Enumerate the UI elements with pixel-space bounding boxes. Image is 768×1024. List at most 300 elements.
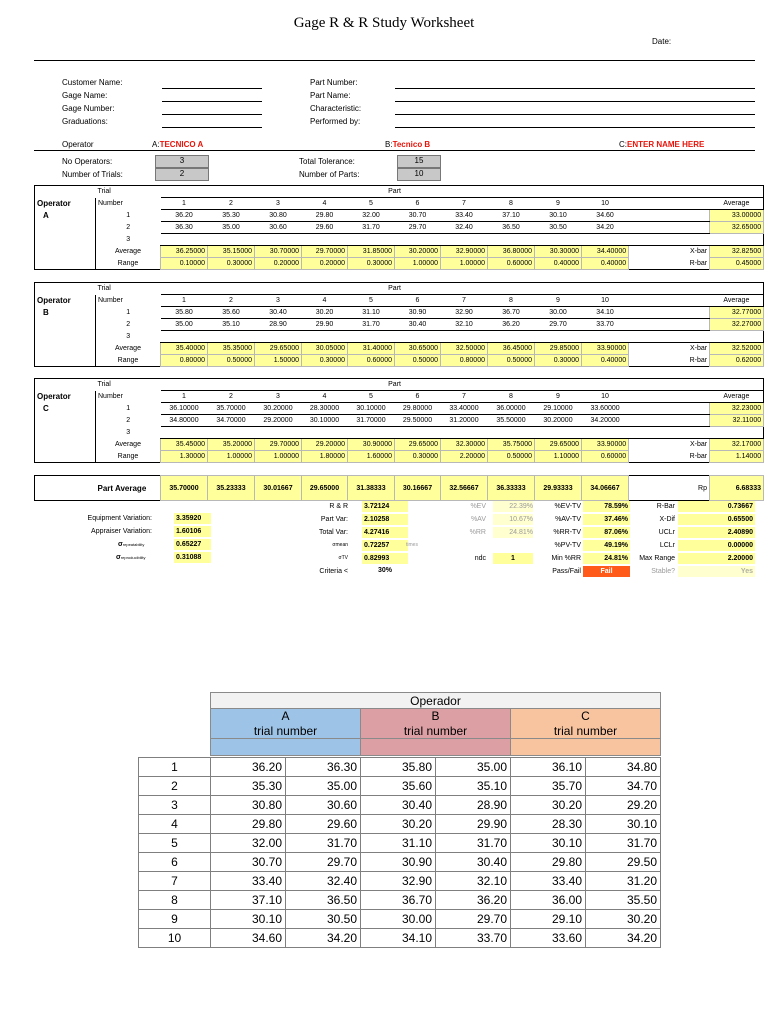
measurement-cell[interactable]: 37.10: [488, 210, 535, 222]
part-label: Part: [388, 285, 401, 292]
blank: [35, 319, 96, 331]
sigma-reproducibility-label: σreproducibility: [116, 554, 146, 561]
measurement-cell[interactable]: 30.70: [395, 210, 441, 222]
blank: [35, 222, 96, 234]
operator-letter: A: [35, 210, 96, 222]
info-field-line[interactable]: [162, 88, 262, 89]
lclr-label: LCLr: [659, 542, 675, 549]
measurement-cell[interactable]: 34.80000: [161, 415, 208, 427]
part-average-cell: 32.90000: [441, 246, 488, 258]
measurement-cell: 33.40: [511, 872, 586, 891]
xbar-label: X-bar: [690, 345, 708, 353]
part-average-cell: 32.50000: [441, 343, 488, 355]
no-operators-label: No Operators:: [62, 157, 113, 166]
measurement-cell[interactable]: 34.20: [582, 222, 629, 234]
total-var-value: 4.27416: [362, 527, 408, 538]
picture-grid: [138, 757, 661, 948]
measurement-cell[interactable]: 34.60: [582, 210, 629, 222]
part-average-cell: 30.90000: [348, 439, 395, 451]
range-cell: 1.00000: [441, 258, 488, 270]
sigma-reproducibility-value: 0.31088: [174, 552, 211, 563]
average-label: Average: [115, 441, 141, 448]
range-cell: 0.30000: [348, 258, 395, 270]
part-average-table: [34, 475, 764, 501]
measurement-cell[interactable]: [582, 234, 629, 246]
measurement-cell[interactable]: 32.10: [441, 319, 488, 331]
tolerance-field[interactable]: 15: [397, 155, 441, 168]
part-number: 6: [395, 295, 441, 307]
xbar-value: 32.17000: [710, 439, 764, 451]
range-cell: 1.00000: [208, 451, 255, 463]
info-label: Part Number:: [310, 78, 358, 87]
info-label: Customer Name:: [62, 78, 123, 87]
range-cell: 0.30000: [535, 355, 582, 367]
measurement-cell[interactable]: 30.20000: [255, 403, 302, 415]
measurement-cell[interactable]: 29.70: [535, 319, 582, 331]
part-average-cell: 35.45000: [161, 439, 208, 451]
measurement-cell: 31.10: [361, 834, 436, 853]
rbar-value: 0.62000: [710, 355, 764, 367]
ndc-value: 1: [493, 553, 533, 564]
row-number: 6: [139, 853, 211, 872]
sigma-tv-value: 0.82993: [362, 553, 408, 564]
range-cell: 0.60000: [488, 258, 535, 270]
operator-b-name: Tecnico B: [392, 140, 431, 149]
part-number: 6: [395, 391, 441, 403]
ev-value: 3.35920: [174, 513, 211, 524]
trial-average: [710, 331, 764, 343]
measurement-cell: 35.50: [586, 891, 661, 910]
measurement-cell[interactable]: [582, 331, 629, 343]
uclr-value: 2.40890: [678, 527, 755, 538]
info-field-line[interactable]: [162, 127, 262, 128]
measurement-cell[interactable]: 36.30: [161, 222, 208, 234]
measurement-cell: 29.20: [586, 796, 661, 815]
range-cell: 1.60000: [348, 451, 395, 463]
measurement-cell[interactable]: 29.90: [302, 319, 348, 331]
av-tv-value: 37.46%: [583, 514, 630, 525]
measurement-cell[interactable]: 29.20000: [255, 415, 302, 427]
trial-number-header: trial number: [361, 723, 511, 739]
range-cell: 0.60000: [582, 451, 629, 463]
measurement-cell[interactable]: 31.20000: [441, 415, 488, 427]
blank: [35, 415, 96, 427]
info-field-line[interactable]: [395, 127, 755, 128]
operator-c-field[interactable]: [619, 140, 704, 149]
measurement-cell[interactable]: 31.10: [348, 307, 395, 319]
xbar-value: 32.82500: [710, 246, 764, 258]
range-cell: 0.10000: [161, 258, 208, 270]
ndc-label: ndc: [474, 555, 486, 562]
part-average-cell: 36.25000: [161, 246, 208, 258]
sigma-repeatability-value: 0.65227: [174, 539, 211, 550]
info-label: Performed by:: [310, 117, 361, 126]
parts-label: Number of Parts:: [299, 170, 360, 179]
part-number: 5: [348, 391, 395, 403]
measurement-cell[interactable]: 29.50000: [395, 415, 441, 427]
info-field-line[interactable]: [162, 101, 262, 102]
part-average-cell: 29.70000: [302, 246, 348, 258]
measurement-cell[interactable]: 36.70: [488, 307, 535, 319]
rbar-label: R-bar: [689, 452, 708, 460]
av-tv-label: %AV-TV: [555, 516, 581, 523]
measurement-cell: 35.60: [361, 777, 436, 796]
measurement-cell[interactable]: [535, 234, 582, 246]
stable-label: Stable?: [651, 568, 675, 575]
part-number: 4: [302, 295, 348, 307]
measurement-cell[interactable]: [535, 331, 582, 343]
average-label: Average: [115, 345, 141, 352]
measurement-cell[interactable]: [348, 234, 395, 246]
measurement-cell[interactable]: [255, 234, 302, 246]
operator-c-header: C: [511, 709, 661, 724]
measurement-cell: 29.80: [211, 815, 286, 834]
trial-number: 1: [126, 405, 131, 412]
pass-fail-label: Pass/Fail: [552, 568, 581, 575]
part-average-cell: 29.65000: [255, 343, 302, 355]
pct-av-value: 10.67%: [493, 514, 533, 525]
part-number: 7: [441, 198, 488, 210]
operator-c-prefix: C:: [619, 140, 627, 149]
pct-ev-label: %EV: [470, 503, 486, 510]
part-average-value: 36.33333: [488, 476, 535, 501]
measurement-cell[interactable]: 29.70: [395, 222, 441, 234]
row-number: 7: [139, 872, 211, 891]
measurement-cell: 32.40: [286, 872, 361, 891]
measurement-cell[interactable]: [441, 234, 488, 246]
measurement-cell[interactable]: 30.60: [255, 222, 302, 234]
measurement-cell: 36.00: [511, 891, 586, 910]
part-average-cell: 30.70000: [255, 246, 302, 258]
measurement-cell[interactable]: [208, 234, 255, 246]
part-average-cell: 31.40000: [348, 343, 395, 355]
measurement-cell: 32.90: [361, 872, 436, 891]
ev-label: Equipment Variation:: [87, 515, 152, 522]
measurement-cell[interactable]: 29.80000: [395, 403, 441, 415]
info-label: Part Name:: [310, 91, 351, 100]
range-cell: 1.80000: [302, 451, 348, 463]
operator-c-table: [34, 378, 764, 463]
range-cell: 1.10000: [535, 451, 582, 463]
trial-average: 32.23000: [710, 403, 764, 415]
measurement-cell[interactable]: [395, 427, 441, 439]
part-average-cell: 34.40000: [582, 246, 629, 258]
trial-average: 32.77000: [710, 307, 764, 319]
number-label: Number: [98, 200, 123, 207]
part-average-value: 30.16667: [395, 476, 441, 501]
rbar-value: 1.14000: [710, 451, 764, 463]
trial-label: Trial: [97, 381, 111, 389]
measurement-cell: 30.40: [436, 853, 511, 872]
part-average-cell: 30.30000: [535, 246, 582, 258]
measurement-cell[interactable]: 30.80: [255, 210, 302, 222]
operator-b-table: [34, 282, 764, 367]
measurement-cell[interactable]: 32.40: [441, 222, 488, 234]
part-average-cell: 33.90000: [582, 439, 629, 451]
part-number: 2: [208, 295, 255, 307]
part-average-cell: 33.90000: [582, 343, 629, 355]
measurement-cell[interactable]: [488, 331, 535, 343]
part-average-value: 30.01667: [255, 476, 302, 501]
range-cell: 0.60000: [348, 355, 395, 367]
pct-rr-value: 24.81%: [493, 527, 533, 538]
rp-value: 6.68333: [710, 476, 764, 501]
range-label: Range: [117, 259, 139, 267]
measurement-cell: 31.20: [586, 872, 661, 891]
operator-letter: C: [35, 403, 96, 415]
part-label: Part: [388, 381, 401, 388]
measurement-cell[interactable]: 35.30: [208, 210, 255, 222]
measurement-cell[interactable]: 35.80: [161, 307, 208, 319]
measurement-cell[interactable]: 33.70: [582, 319, 629, 331]
measurement-cell[interactable]: 31.70000: [348, 415, 395, 427]
criteria-label: Criteria <: [319, 568, 348, 575]
trial-number-header: trial number: [511, 723, 661, 739]
min-rr-value: 24.81%: [583, 553, 630, 564]
measurement-cell[interactable]: 30.20000: [535, 415, 582, 427]
rbar-value: 0.45000: [710, 258, 764, 270]
measurement-cell[interactable]: 34.70000: [208, 415, 255, 427]
criteria-value: 30%: [377, 567, 392, 574]
measurement-cell: 29.60: [286, 815, 361, 834]
rr-label: R & R: [329, 503, 348, 510]
page-title: Gage R & R Study Worksheet: [293, 15, 475, 31]
part-number: 5: [348, 295, 395, 307]
measurement-cell[interactable]: [161, 234, 208, 246]
measurement-cell: 36.10: [511, 758, 586, 777]
measurement-cell[interactable]: 30.10000: [348, 403, 395, 415]
average-header: Average: [710, 198, 764, 210]
measurement-cell[interactable]: 36.50: [488, 222, 535, 234]
operator-a-field[interactable]: [152, 140, 203, 149]
part-var-label: Part Var:: [320, 516, 348, 523]
rbar-label: R-bar: [689, 259, 708, 267]
operator-b-header: B: [361, 709, 511, 724]
blank: [35, 234, 96, 246]
measurement-cell: 34.10: [361, 929, 436, 948]
operator-b-prefix: B:: [385, 140, 393, 149]
measurement-cell[interactable]: [255, 331, 302, 343]
measurement-cell[interactable]: 30.50: [535, 222, 582, 234]
sigma-tv-label: σTV: [338, 555, 348, 561]
trial-label: Trial: [97, 285, 111, 293]
row-number: 9: [139, 910, 211, 929]
measurement-cell[interactable]: 30.40: [255, 307, 302, 319]
trial-label: Trial: [97, 188, 111, 196]
measurement-cell: 28.30: [511, 815, 586, 834]
trials-label: Number of Trials:: [62, 170, 123, 179]
part-number: 8: [488, 295, 535, 307]
range-cell: 0.50000: [488, 355, 535, 367]
xbar-label: X-bar: [690, 441, 708, 449]
measurement-cell: 35.70: [511, 777, 586, 796]
measurement-cell[interactable]: [395, 331, 441, 343]
operator-label: Operator: [35, 391, 96, 403]
measurement-cell[interactable]: 30.10000: [302, 415, 348, 427]
part-average-cell: 29.65000: [395, 439, 441, 451]
no-operators-field[interactable]: 3: [155, 155, 209, 168]
rbar-label: R-bar: [689, 356, 708, 364]
part-number: 2: [208, 391, 255, 403]
measurement-cell[interactable]: 35.70000: [208, 403, 255, 415]
measurement-cell[interactable]: 32.00: [348, 210, 395, 222]
uclr-label: UCLr: [658, 529, 675, 536]
average-header: Average: [710, 295, 764, 307]
measurement-cell[interactable]: [302, 234, 348, 246]
row-number: 5: [139, 834, 211, 853]
measurement-cell[interactable]: 36.00000: [488, 403, 535, 415]
info-field-line[interactable]: [395, 101, 755, 102]
lclr-value: 0.00000: [678, 540, 755, 551]
measurement-cell[interactable]: [348, 427, 395, 439]
measurement-cell[interactable]: 28.90: [255, 319, 302, 331]
tolerance-label: Total Tolerance:: [299, 157, 355, 166]
measurement-cell: 30.90: [361, 853, 436, 872]
trial-number: 2: [126, 224, 131, 231]
measurement-cell[interactable]: 30.90: [395, 307, 441, 319]
measurement-cell: 30.70: [211, 853, 286, 872]
range-cell: 0.40000: [582, 355, 629, 367]
blank: [35, 427, 96, 439]
row-number: 8: [139, 891, 211, 910]
operator-label: Operator: [62, 140, 94, 149]
measurement-cell: 36.70: [361, 891, 436, 910]
measurement-cell[interactable]: 31.70: [348, 222, 395, 234]
rp-label: Rp: [698, 484, 707, 492]
part-average-cell: 36.80000: [488, 246, 535, 258]
part-average-cell: 30.20000: [395, 246, 441, 258]
pct-ev-value: 22.39%: [493, 501, 533, 512]
info-field-line[interactable]: [395, 88, 755, 89]
measurement-cell[interactable]: 34.10: [582, 307, 629, 319]
measurement-cell: 36.20: [436, 891, 511, 910]
number-label: Number: [98, 297, 123, 304]
range-cell: 0.80000: [441, 355, 488, 367]
measurement-cell: 35.80: [361, 758, 436, 777]
measurement-cell[interactable]: [208, 427, 255, 439]
part-average-cell: 29.20000: [302, 439, 348, 451]
operator-c-name: ENTER NAME HERE: [627, 140, 705, 149]
range-label: Range: [117, 356, 139, 364]
part-average-cell: 30.65000: [395, 343, 441, 355]
measurement-cell[interactable]: 36.20: [488, 319, 535, 331]
info-field-line[interactable]: [395, 114, 755, 115]
operator-a-name: TECNICO A: [159, 140, 204, 149]
row-number: 2: [139, 777, 211, 796]
measurement-cell: 33.40: [211, 872, 286, 891]
operator-b-field[interactable]: [385, 140, 430, 149]
part-average-value: 35.70000: [161, 476, 208, 501]
measurement-cell[interactable]: 32.90: [441, 307, 488, 319]
measurement-cell[interactable]: [488, 234, 535, 246]
measurement-cell[interactable]: 35.00: [208, 222, 255, 234]
part-number: 1: [161, 198, 208, 210]
measurement-cell[interactable]: 30.00: [535, 307, 582, 319]
measurement-cell[interactable]: 35.50000: [488, 415, 535, 427]
part-average-value: 32.56667: [441, 476, 488, 501]
measurement-cell: 31.70: [286, 834, 361, 853]
measurement-cell[interactable]: [302, 427, 348, 439]
ev-tv-value: 78.59%: [583, 501, 630, 512]
measurement-cell[interactable]: 29.60: [302, 222, 348, 234]
xdif-label: X-Dif: [659, 516, 675, 523]
part-average-value: 35.23333: [208, 476, 255, 501]
measurement-cell[interactable]: 29.80: [302, 210, 348, 222]
measurement-cell[interactable]: 34.20000: [582, 415, 629, 427]
measurement-cell[interactable]: [395, 234, 441, 246]
measurement-cell: 31.70: [586, 834, 661, 853]
divider: [34, 150, 755, 151]
measurement-cell[interactable]: [488, 427, 535, 439]
measurement-cell[interactable]: [441, 427, 488, 439]
part-number: 10: [582, 198, 629, 210]
measurement-cell[interactable]: 36.20: [161, 210, 208, 222]
measurement-cell[interactable]: 35.00: [161, 319, 208, 331]
parts-field[interactable]: 10: [397, 168, 441, 181]
measurement-cell[interactable]: [348, 331, 395, 343]
part-number: 4: [302, 198, 348, 210]
pv-tv-value: 49.19%: [583, 540, 630, 551]
measurement-cell[interactable]: 30.10: [535, 210, 582, 222]
part-average-cell: 35.20000: [208, 439, 255, 451]
measurement-cell[interactable]: [208, 331, 255, 343]
measurement-cell[interactable]: 29.10000: [535, 403, 582, 415]
measurement-cell[interactable]: [582, 427, 629, 439]
part-number: 9: [535, 198, 582, 210]
part-number: 5: [348, 198, 395, 210]
measurement-cell[interactable]: [302, 331, 348, 343]
number-label: Number: [98, 393, 123, 400]
measurement-cell: 30.20: [361, 815, 436, 834]
measurement-cell: 35.10: [436, 777, 511, 796]
measurement-cell: 30.20: [511, 796, 586, 815]
measurement-cell: 34.80: [586, 758, 661, 777]
trial-average: [710, 234, 764, 246]
measurement-cell[interactable]: 33.40: [441, 210, 488, 222]
part-average-label: Part Average: [97, 483, 147, 493]
blank: [35, 331, 96, 343]
part-average-cell: 36.45000: [488, 343, 535, 355]
measurement-cell[interactable]: 33.40000: [441, 403, 488, 415]
trials-field[interactable]: 2: [155, 168, 209, 181]
measurement-cell[interactable]: [255, 427, 302, 439]
trial-number: 3: [126, 236, 131, 243]
measurement-cell[interactable]: [535, 427, 582, 439]
measurement-cell[interactable]: [161, 331, 208, 343]
measurement-cell[interactable]: [441, 331, 488, 343]
measurement-cell[interactable]: 28.30000: [302, 403, 348, 415]
range-cell: 1.00000: [255, 451, 302, 463]
min-rr-label: Min %RR: [551, 555, 581, 562]
part-average-cell: 31.85000: [348, 246, 395, 258]
part-label: Part: [388, 188, 401, 195]
measurement-cell: 31.70: [436, 834, 511, 853]
info-field-line[interactable]: [162, 114, 262, 115]
measurement-cell[interactable]: 30.40: [395, 319, 441, 331]
part-number: 8: [488, 391, 535, 403]
row-number: 3: [139, 796, 211, 815]
measurement-cell[interactable]: 36.10000: [161, 403, 208, 415]
measurement-cell[interactable]: [161, 427, 208, 439]
measurement-cell[interactable]: 33.60000: [582, 403, 629, 415]
operator-a-prefix: A:: [152, 140, 160, 149]
measurement-cell[interactable]: 30.20: [302, 307, 348, 319]
measurement-cell[interactable]: 35.60: [208, 307, 255, 319]
measurement-cell[interactable]: 35.10: [208, 319, 255, 331]
measurement-cell[interactable]: 31.70: [348, 319, 395, 331]
max-range-value: 2.20000: [678, 553, 755, 564]
part-number: 8: [488, 198, 535, 210]
